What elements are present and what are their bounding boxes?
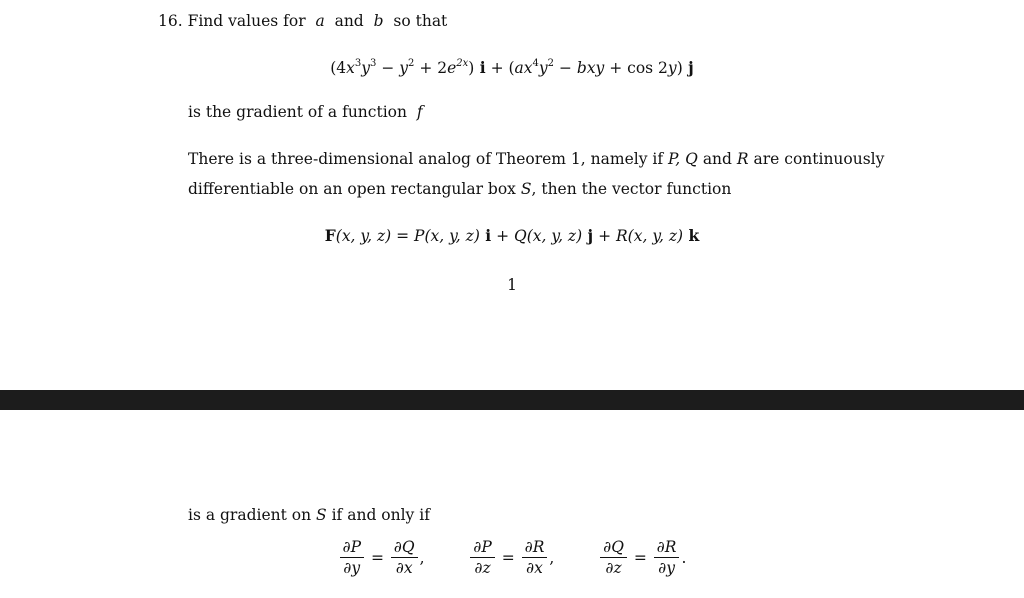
condition-intro: is a gradient on S if and only if: [188, 506, 430, 524]
paragraph-line-1: There is a three-dimensional analog of Theorem 1, namely if P, Q and R are continuously: [188, 150, 885, 168]
condition-2: $\frac{\partial P}{\partial z}$ = $\frac{\partial R}{\partial x}$ ,: [468, 539, 554, 576]
gradient-statement: is the gradient of a function f: [188, 103, 423, 121]
page-number: 1: [507, 276, 517, 294]
gradient-expression: $(4x^3y^3 - y^2 + 2e^{2x}) i + (ax^4y^2$ − bxy + cos 2y) j: [330, 58, 694, 77]
condition-1: $\frac{\partial P}{\partial y}$ = $\frac{\partial Q}{\partial x}$ ,: [338, 539, 425, 576]
page-separator: [0, 390, 1024, 410]
partial-derivative-conditions: [0, 538, 1024, 576]
problem-16-line: 16. Find values for a and b so that: [158, 12, 448, 30]
condition-3: $\frac{\partial Q}{\partial z}$ = $\frac{\partial R}{\partial y}$ .: [598, 539, 686, 576]
problem-number: 16.: [158, 12, 183, 30]
paragraph-line-2: differentiable on an open rectangular box S, then the vector function: [188, 180, 732, 198]
vector-function-equation: F(x, y, z) = P(x, y, z) i + Q(x, y, z) j + R(x, y, z) k: [324, 226, 700, 245]
pdf-page-2: [0, 410, 1024, 598]
